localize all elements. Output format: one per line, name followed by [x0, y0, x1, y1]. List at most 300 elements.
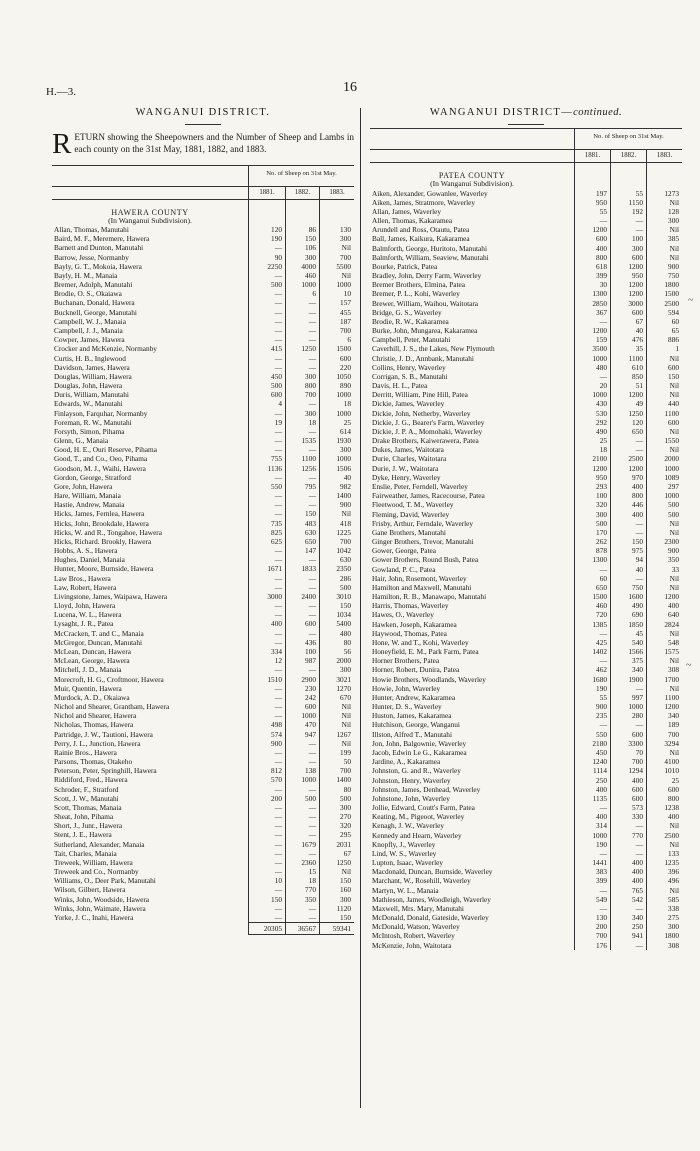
sheep-count-1882: 2360 — [285, 858, 319, 867]
owner-name: Nichol and Shearer, Grantham, Hawera — [54, 702, 170, 712]
sheep-count-1883: 3021 — [319, 675, 354, 684]
sheep-count-1882: — — [285, 785, 319, 794]
sheep-count-1882: 610 — [610, 363, 646, 372]
owner-name: Williams, O., Deer Park, Manutahi — [54, 876, 156, 886]
owner-name: Kennedy and Hearn, Waverley — [372, 830, 462, 840]
sheep-count-1883: 340 — [646, 711, 682, 720]
owner-name: Gowland, P. C., Patea — [372, 564, 436, 574]
sheep-count-1883: 150 — [319, 913, 354, 922]
sheep-count-1883: 1050 — [319, 372, 354, 381]
sheep-count-1882: 4000 — [285, 262, 319, 271]
sheep-count-1882: 242 — [285, 693, 319, 702]
owner-name: Brewer, William, Waihou, Waitotara — [372, 298, 479, 308]
margin-mark: ~ — [688, 295, 694, 306]
sheep-count-1883: 886 — [646, 335, 682, 344]
sheep-count-1883: Nil — [646, 684, 682, 693]
sheep-count-1883: 496 — [646, 876, 682, 885]
sheep-count-1881: — — [248, 271, 285, 280]
sheep-count-1881: — — [248, 711, 285, 720]
sheep-count-1883: 350 — [646, 555, 682, 564]
sheep-count-1882: — — [285, 757, 319, 766]
owner-name: Dickie, J. P. A., Momohaki, Waverley — [372, 426, 483, 436]
sheep-count-1881: — — [248, 409, 285, 418]
sheep-count-1881: 2180 — [574, 739, 610, 748]
owner-name: Illston, Alfred T., Manutahi — [372, 729, 452, 739]
sheep-count-1883: 3010 — [319, 592, 354, 601]
sheep-count-1882: 2900 — [285, 675, 319, 684]
sheep-count-1881: 262 — [574, 537, 610, 546]
owner-name: Allan, Thomas, Manutahi — [54, 225, 129, 235]
sheep-count-1882: 400 — [610, 510, 646, 519]
sheep-count-1882: 941 — [610, 931, 646, 940]
sheep-count-1881: — — [248, 308, 285, 317]
sheep-count-1882: — — [285, 601, 319, 610]
sheep-count-1881: — — [248, 785, 285, 794]
sheep-count-1882: — — [610, 574, 646, 583]
owner-name: Lloyd, John, Hawera — [54, 601, 116, 611]
owner-name: Tait, Charles, Manaia — [54, 848, 117, 858]
sheep-count-1881: — — [574, 317, 610, 326]
sheep-count-1881: — — [248, 629, 285, 638]
sheep-count-1882: 950 — [610, 271, 646, 280]
owner-name: Fleming, David, Waverley — [372, 509, 450, 519]
sheep-count-1882: 18 — [285, 418, 319, 427]
sheep-count-1883: 700 — [319, 326, 354, 335]
sheep-count-1881: 574 — [248, 730, 285, 739]
owner-name: Campbell, Peter, Manutahi — [372, 335, 451, 345]
sheep-count-1882: 138 — [285, 766, 319, 775]
sheep-count-1881: 400 — [574, 244, 610, 253]
owner-name: Lysaght, J. R., Patea — [54, 619, 114, 629]
owner-name: Winks, John, Woodside, Hawera — [54, 894, 150, 904]
owner-name: Hicks, John, Brookdale, Hawera — [54, 518, 149, 528]
sheep-count-1883: 300 — [646, 922, 682, 931]
sheep-count-1881: 1135 — [574, 794, 610, 803]
sheep-count-1883: 67 — [319, 849, 354, 858]
owner-name: Treweek and Co., Normanby — [54, 867, 139, 877]
sheep-count-1881: — — [248, 427, 285, 436]
sheep-count-1882: — — [285, 308, 319, 317]
sheep-count-1882: 106 — [285, 243, 319, 252]
sheep-count-1882: 970 — [610, 473, 646, 482]
sheep-count-1881: — — [248, 491, 285, 500]
sheep-count-1881: — — [248, 546, 285, 555]
owner-name: Keating, M., Pigeoot, Waverley — [372, 812, 465, 822]
header-blank — [370, 128, 574, 150]
sheep-count-1883: 600 — [646, 785, 682, 794]
sheep-count-1881: 530 — [574, 409, 610, 418]
sheep-count-1881: 399 — [574, 271, 610, 280]
sheep-count-1881: 825 — [248, 528, 285, 537]
owner-name: Lupton, Isaac, Waverley — [372, 858, 444, 868]
sheep-count-1883: 56 — [319, 647, 354, 656]
sheep-count-1881: — — [248, 500, 285, 509]
header-blank — [52, 165, 248, 187]
sheep-count-1882: 300 — [285, 372, 319, 381]
sheep-count-1882: — — [285, 583, 319, 592]
sheep-count-1882: 460 — [285, 271, 319, 280]
sheep-count-1881: 10 — [248, 876, 285, 885]
sheep-count-1882: 770 — [610, 831, 646, 840]
sheep-count-1883: 4100 — [646, 757, 682, 766]
sheep-count-1883: 1100 — [646, 693, 682, 702]
sheep-count-1881: 735 — [248, 519, 285, 528]
sheep-count-1883: 900 — [646, 262, 682, 271]
owner-name: Schroder, F., Stratford — [54, 784, 119, 794]
owner-name: Jon, John, Balgownie, Waverley — [372, 738, 467, 748]
owner-name: Forsyth, Simon, Pihama — [54, 426, 125, 436]
sheep-count-1882: 1200 — [610, 262, 646, 271]
continued-label: continued. — [573, 107, 623, 118]
owner-name: Mitchell, J. D., Manaia — [54, 665, 122, 675]
sheep-count-1883: 2031 — [319, 840, 354, 849]
sheep-count-1882: 1833 — [285, 564, 319, 573]
owner-name: Horner Brothers, Patea — [372, 656, 440, 666]
owner-name: Drake Brothers, Kaiwerawera, Patea — [372, 436, 479, 446]
sheep-count-1882: 446 — [610, 500, 646, 509]
sheep-count-1882: 330 — [610, 812, 646, 821]
hawera-totals — [52, 922, 354, 935]
sheep-count-1882: 800 — [285, 381, 319, 390]
owner-name: Johnstone, John, Waverley — [372, 793, 450, 803]
sheep-count-1881: — — [574, 372, 610, 381]
sheep-count-1881: 570 — [248, 775, 285, 784]
owner-name: Sutherland, Alexander, Manaia — [54, 839, 145, 849]
margin-mark: ~ — [686, 660, 692, 671]
sheep-count-1883: 187 — [319, 317, 354, 326]
blank-cell — [52, 922, 248, 935]
sheep-count-1882: — — [285, 739, 319, 748]
sheep-count-1881: 600 — [574, 234, 610, 243]
sheep-count-1881: — — [248, 904, 285, 913]
sheep-count-1881: 450 — [248, 372, 285, 381]
sheep-count-1883: 18 — [319, 399, 354, 408]
owner-name: Law, Robert, Hawera — [54, 582, 117, 592]
sheep-count-1883: 150 — [319, 601, 354, 610]
sheep-count-1881: — — [248, 326, 285, 335]
sheep-count-1882: 1679 — [285, 840, 319, 849]
owner-name: Finlayson, Farquhar, Normanby — [54, 408, 148, 418]
sheep-count-1883: 1250 — [319, 858, 354, 867]
sheep-count-1882: 975 — [610, 546, 646, 555]
sheep-count-1881: — — [574, 629, 610, 638]
owner-name: Brodie, O. S., Okaiawa — [54, 289, 122, 299]
owner-name: Bayly, G. T., Mokoia, Hawera — [54, 261, 142, 271]
owner-name: Edwards, W., Manutahi — [54, 399, 123, 409]
owner-name: Hawken, Joseph, Kakaramea — [372, 619, 457, 629]
owner-name: Gower Brothers, Round Bush, Patea — [372, 555, 479, 565]
sheep-count-1881: 950 — [574, 198, 610, 207]
owner-name: Bourke, Patrick, Patea — [372, 261, 438, 271]
sheep-count-1883: 157 — [319, 298, 354, 307]
sheep-count-1883: Nil — [319, 739, 354, 748]
sheep-count-1881: — — [574, 720, 610, 729]
sheep-count-1883: 640 — [646, 610, 682, 619]
left-column — [52, 106, 354, 935]
sheep-count-1883: 1042 — [319, 546, 354, 555]
year-header: 1883. — [319, 187, 354, 200]
sheep-count-1881: 950 — [574, 473, 610, 482]
owner-name: Ginger Brothers, Trevor, Manutahi — [372, 537, 474, 547]
sheep-count-1882: — — [285, 748, 319, 757]
sheep-count-1882: 375 — [610, 656, 646, 665]
sheep-count-1882: 70 — [610, 748, 646, 757]
sheep-count-1882: 2400 — [285, 592, 319, 601]
owner-name: Martyn, W. L., Manaia — [372, 885, 439, 895]
blank-cell — [319, 200, 354, 217]
sheep-count-1883: 500 — [319, 794, 354, 803]
sheep-count-1883: 1575 — [646, 647, 682, 656]
blank-cell — [574, 163, 610, 180]
sheep-count-1881: 55 — [574, 207, 610, 216]
sheep-count-1881: 19 — [248, 418, 285, 427]
sheep-count-1881: — — [248, 812, 285, 821]
owner-name: Hutchison, George, Wanganui — [372, 720, 460, 730]
owner-name: Hughes, Daniel, Manaia — [54, 555, 125, 565]
sheep-count-1883: 1010 — [646, 766, 682, 775]
owner-name: Parsons, Thomas, Otakeho — [54, 757, 133, 767]
sheep-count-1881: 367 — [574, 308, 610, 317]
sheep-count-1882: 94 — [610, 555, 646, 564]
sheep-count-1882: 1294 — [610, 766, 646, 775]
sheep-count-1882: 300 — [285, 253, 319, 262]
owner-name: Hair, John, Rosemont, Waverley — [372, 573, 467, 583]
sheep-count-1883: 600 — [319, 354, 354, 363]
sheep-count-1882: 1535 — [285, 436, 319, 445]
sheep-count-1882: — — [610, 519, 646, 528]
sheep-count-1882: — — [610, 941, 646, 950]
sheep-count-1882: 1850 — [610, 620, 646, 629]
sheep-count-1882: 3000 — [610, 299, 646, 308]
sheep-count-1881: 1300 — [574, 289, 610, 298]
sheep-count-1881: — — [248, 885, 285, 894]
sheep-count-1883: 1800 — [646, 280, 682, 289]
owner-name: Allan, James, Waverley — [372, 206, 441, 216]
sheep-count-1882: 40 — [610, 565, 646, 574]
sheep-count-1883: Nil — [646, 381, 682, 390]
owner-name: Hunter, Andrew, Kakaramea — [372, 692, 456, 702]
sheep-count-1881: 150 — [248, 895, 285, 904]
sheep-count-1882: 1566 — [610, 647, 646, 656]
sheep-count-1882: 600 — [610, 794, 646, 803]
sheep-count-1881: — — [248, 610, 285, 619]
owner-name: Murdock, A. D., Okaiawa — [54, 692, 130, 702]
sheep-count-1883: 1000 — [319, 409, 354, 418]
sheep-count-1882: 500 — [285, 794, 319, 803]
owner-name: McLean, George, Hawera — [54, 656, 130, 666]
sheep-count-1883: 300 — [319, 234, 354, 243]
sheep-count-1883: 1235 — [646, 858, 682, 867]
sheep-count-1882: 700 — [610, 757, 646, 766]
sheep-count-1883: 1000 — [319, 454, 354, 463]
sheep-count-1881: 500 — [248, 280, 285, 289]
sheep-count-1883: 297 — [646, 482, 682, 491]
blank-cell — [319, 217, 354, 226]
sheep-count-1881: — — [248, 867, 285, 876]
sheep-count-1881: — — [574, 803, 610, 812]
sheep-count-1882: 1900 — [610, 675, 646, 684]
sheep-count-1881: — — [248, 317, 285, 326]
sheep-count-1881: 1402 — [574, 647, 610, 656]
owner-name: Johnston, G. and R., Waverley — [372, 766, 461, 776]
owner-name: Lind, W. S., Waverley — [372, 848, 437, 858]
owner-name: Hamilton, R. B., Manawapo, Manutahi — [372, 592, 487, 602]
owner-name: Johnston, James, Denhead, Waverley — [372, 784, 481, 794]
sheep-count-1883: 1089 — [646, 473, 682, 482]
sheep-count-1883: 594 — [646, 308, 682, 317]
sheep-count-1881: — — [248, 601, 285, 610]
owner-name: Bremer, P. L., Kohi, Waverley — [372, 289, 460, 299]
sheep-count-1881: 292 — [574, 418, 610, 427]
county-subdivision: (In Wanganui Subdivision). — [108, 215, 192, 225]
sheep-count-1882: 1600 — [610, 592, 646, 601]
sheep-count-1881: — — [248, 509, 285, 518]
owner-name: Dickie, James, Waverley — [372, 399, 445, 409]
sheep-count-1883: 1930 — [319, 436, 354, 445]
sheep-count-1882: 436 — [285, 638, 319, 647]
sheep-count-1882: — — [285, 830, 319, 839]
sheep-count-1882: 400 — [610, 858, 646, 867]
sheep-count-1882: — — [285, 574, 319, 583]
owner-name: McKenzie, John, Waitotara — [372, 940, 452, 950]
sheep-count-1883: 1120 — [319, 904, 354, 913]
sheep-count-1881: — — [248, 243, 285, 252]
county-subdivision: (In Wanganui Subdivision). — [430, 179, 514, 188]
owner-name: Ball, James, Kaikura, Kakaramea — [372, 234, 470, 244]
sheep-count-1881: 1200 — [574, 464, 610, 473]
sheep-count-1883: 275 — [646, 913, 682, 922]
sheep-count-1881: — — [248, 849, 285, 858]
blank-cell — [646, 163, 682, 180]
sheep-count-1882: — — [285, 317, 319, 326]
sheep-count-1883: 1506 — [319, 464, 354, 473]
sheep-count-1881: 1240 — [574, 757, 610, 766]
sheep-count-1881: 190 — [248, 234, 285, 243]
sheep-count-1882: 600 — [610, 730, 646, 739]
sheep-count-1882: 340 — [610, 913, 646, 922]
sheep-count-1883: 1200 — [646, 702, 682, 711]
sheep-count-1883: 300 — [319, 895, 354, 904]
sheep-count-1882: 470 — [285, 720, 319, 729]
sheep-count-1883: Nil — [646, 583, 682, 592]
page-number: 16 — [343, 80, 357, 95]
year-header: 1881. — [574, 150, 610, 163]
sheep-count-1882: — — [285, 354, 319, 363]
sheep-count-1881: 490 — [574, 427, 610, 436]
owner-name: McIntosh, Robert, Waverley — [372, 931, 455, 941]
sheep-count-1882: 1256 — [285, 464, 319, 473]
sheep-count-1881: 480 — [574, 363, 610, 372]
sheep-count-1881: 1680 — [574, 675, 610, 684]
hawera-county-rows — [52, 225, 354, 922]
district-title: WANGANUI DISTRICT. — [135, 107, 271, 118]
sheep-count-1881: 170 — [574, 528, 610, 537]
owner-name: Hobbs, A. S., Hawera — [54, 546, 118, 556]
sheep-count-1882: — — [285, 555, 319, 564]
owner-name: Sheat, John, Pihama — [54, 812, 114, 822]
sheep-count-1882: 51 — [610, 381, 646, 390]
sheep-count-1881: — — [248, 840, 285, 849]
sheep-count-1883: 33 — [646, 565, 682, 574]
owner-name: Hare, William, Manaia — [54, 491, 121, 501]
owner-name: Bucknell, George, Manutahi — [54, 307, 137, 317]
sheep-count-1883: Nil — [646, 519, 682, 528]
owner-name: Peterson, Peter, Springhill, Hawera — [54, 766, 157, 776]
sheep-count-1882: 483 — [285, 519, 319, 528]
sheep-count-1881: 334 — [248, 647, 285, 656]
year-header: 1882. — [610, 150, 646, 163]
sheep-count-1883: 1200 — [646, 592, 682, 601]
county-title: PATEA COUNTY — [438, 171, 506, 180]
owner-name: Corrigan, S. B., Manutahi — [372, 371, 448, 381]
sheep-count-1883: 1700 — [646, 675, 682, 684]
sheep-count-1882: 1200 — [610, 390, 646, 399]
sheep-count-1882: 400 — [610, 776, 646, 785]
owner-name: Barnett and Dunton, Manutahi — [54, 243, 144, 253]
sheep-count-1882: 600 — [610, 253, 646, 262]
owner-name: Yorke, J. C., Inahi, Hawera — [54, 912, 134, 922]
owner-name: Jacob, Edwin Le G., Kakaramea — [372, 747, 467, 757]
sheep-count-1882: 1250 — [610, 409, 646, 418]
sheep-count-1883: 1800 — [646, 931, 682, 940]
sheep-count-1881: — — [248, 665, 285, 674]
title-rule — [508, 124, 544, 125]
owner-name: Goodson, M. J., Waihi, Hawera — [54, 463, 146, 473]
owner-name: Allen, Thomas, Kakaramea — [372, 216, 453, 226]
sheep-count-1883: 1500 — [319, 344, 354, 353]
sheep-count-1883: 2000 — [646, 454, 682, 463]
sheep-count-1882: 35 — [610, 344, 646, 353]
patea-county-table — [370, 128, 682, 189]
sheep-count-1881: 1000 — [574, 390, 610, 399]
sheep-count-1883: 300 — [319, 445, 354, 454]
sheep-count-1882: 476 — [610, 335, 646, 344]
sheep-count-1882: 850 — [610, 372, 646, 381]
sheep-count-1882: 1000 — [610, 702, 646, 711]
sheep-count-1882: 55 — [610, 189, 646, 198]
year-header: 1883. — [646, 150, 682, 163]
sheep-count-1883: 300 — [319, 665, 354, 674]
sheep-count-1883: 1400 — [319, 775, 354, 784]
sheep-count-1883: Nil — [646, 354, 682, 363]
owner-name: Haywood, Thomas, Patea — [372, 628, 447, 638]
sheep-count-1881: 1441 — [574, 858, 610, 867]
sheep-count-1882: 1150 — [610, 198, 646, 207]
sheep-count-1882: 1200 — [610, 289, 646, 298]
sheep-count-1883: Nil — [646, 886, 682, 895]
sheep-count-1882: 100 — [285, 647, 319, 656]
blank-cell — [285, 200, 319, 217]
table-header: No. of Sheep on 31st May. — [574, 128, 682, 150]
owner-name: Douglas, John, Hawera — [54, 381, 123, 391]
sheep-count-1883: Nil — [646, 253, 682, 262]
sheep-count-1883: 500 — [646, 510, 682, 519]
header-blank — [52, 187, 248, 200]
sheep-count-1882: 700 — [285, 390, 319, 399]
sheep-count-1883: Nil — [646, 225, 682, 234]
sheep-count-1883: 1500 — [646, 289, 682, 298]
hawera-county-table — [52, 165, 354, 226]
sheep-count-1881: 235 — [574, 711, 610, 720]
sheep-count-1881: 549 — [574, 895, 610, 904]
sheep-count-1881: 400 — [248, 619, 285, 628]
owner-name: Jollie, Edward, Coutt's Farm, Patea — [372, 803, 475, 813]
owner-name: Lucena, W. L., Hawera — [54, 610, 122, 620]
sheep-count-1882: 45 — [610, 629, 646, 638]
sheep-count-1881: — — [248, 574, 285, 583]
sheep-count-1883: 1000 — [646, 491, 682, 500]
sheep-count-1881: 190 — [574, 840, 610, 849]
